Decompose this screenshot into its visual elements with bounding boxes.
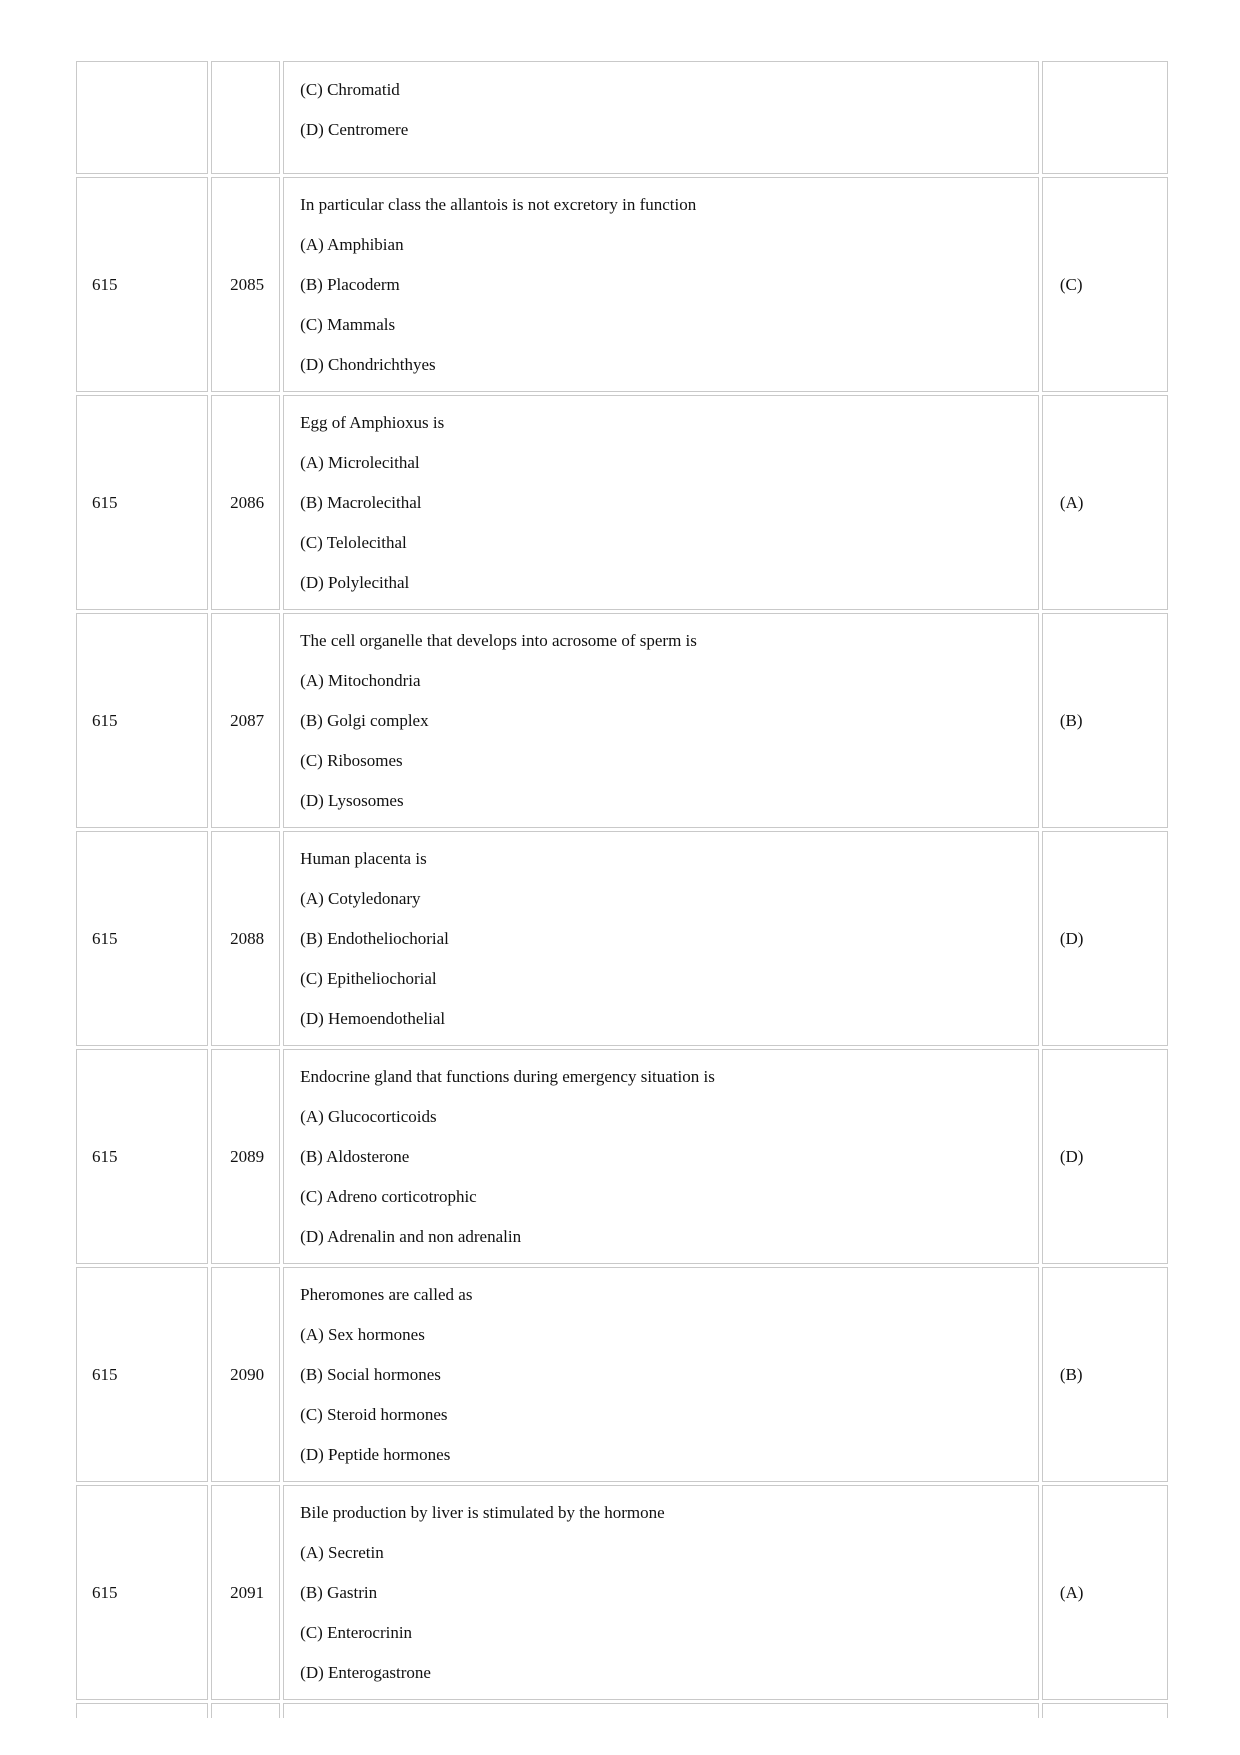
table-row (76, 1049, 1168, 1264)
set-cell (76, 61, 208, 174)
set-number: 615 (76, 395, 208, 610)
set-number: 615 (76, 177, 208, 392)
option-a: (A) Sex hormones (300, 1324, 425, 1344)
answer-key: (C) (1042, 177, 1168, 392)
answer-key: (B) (1042, 613, 1168, 828)
option-c: (C) Adreno corticotrophic (300, 1186, 477, 1206)
question-cell (283, 831, 1039, 1046)
option-d: (D) Chondrichthyes (300, 354, 436, 374)
set-number: 615 (76, 1049, 208, 1264)
question-number: 2086 (211, 395, 280, 610)
option-c: (C) Enterocrinin (300, 1622, 413, 1642)
table-row (76, 177, 1168, 392)
option-b: (B) Social hormones (300, 1364, 441, 1384)
question-cell (283, 1485, 1039, 1700)
answer-key: (A) (1042, 1485, 1168, 1700)
option-d: (D) Adrenalin and non adrenalin (300, 1226, 522, 1246)
set-number: 615 (76, 613, 208, 828)
table-row (76, 395, 1168, 610)
option-c: (C) Mammals (300, 314, 396, 334)
option-c: (C) Chromatid (300, 79, 400, 99)
option-b: (B) Gastrin (300, 1582, 378, 1602)
set-number: 615 (76, 831, 208, 1046)
question-cell (283, 1703, 1039, 1718)
table-row-partial-top (76, 61, 1168, 174)
question-cell (283, 395, 1039, 610)
option-b: (B) Aldosterone (300, 1146, 410, 1166)
set-number: 615 (76, 1485, 208, 1700)
table-row (76, 831, 1168, 1046)
option-b: (B) Endotheliochorial (300, 928, 449, 948)
question-number: 2087 (211, 613, 280, 828)
option-c: (C) Telolecithal (300, 532, 407, 552)
answer-cell (1042, 61, 1168, 174)
option-a: (A) Cotyledonary (300, 888, 421, 908)
question-cell (283, 613, 1039, 828)
question-number: 2090 (211, 1267, 280, 1482)
question-cell (283, 1267, 1039, 1482)
option-a: (A) Microlecithal (300, 452, 420, 472)
answer-key: (D) (1042, 831, 1168, 1046)
option-c: (C) Epitheliochorial (300, 968, 437, 988)
question-text: The cell organelle that develops into acrosome of sperm is (300, 630, 697, 650)
set-cell (76, 1703, 208, 1718)
answer-key: (B) (1042, 1267, 1168, 1482)
question-cell (283, 1049, 1039, 1264)
table-row (76, 1267, 1168, 1482)
question-number: 2085 (211, 177, 280, 392)
question-cell (283, 61, 1039, 174)
option-a: (A) Mitochondria (300, 670, 421, 690)
question-table (73, 58, 1171, 1721)
question-text: Egg of Amphioxus is (300, 412, 445, 432)
set-number: 615 (76, 1267, 208, 1482)
option-b: (B) Golgi complex (300, 710, 429, 730)
question-text: Endocrine gland that functions during emergency situation is (300, 1066, 715, 1086)
question-number: 2091 (211, 1485, 280, 1700)
question-text: Bile production by liver is stimulated by the hormone (300, 1502, 665, 1522)
answer-key: (A) (1042, 395, 1168, 610)
option-b: (B) Macrolecithal (300, 492, 422, 512)
option-c: (C) Ribosomes (300, 750, 403, 770)
option-d: (D) Lysosomes (300, 790, 404, 810)
question-number-cell (211, 61, 280, 174)
table-row-partial-bottom (76, 1703, 1168, 1718)
question-text: In particular class the allantois is not excretory in function (300, 194, 697, 214)
table-row (76, 613, 1168, 828)
option-d: (D) Polylecithal (300, 572, 410, 592)
question-cell (283, 177, 1039, 392)
option-a: (A) Secretin (300, 1542, 384, 1562)
question-text: Human placenta is (300, 848, 427, 868)
option-d: (D) Hemoendothelial (300, 1008, 446, 1028)
question-number: 2089 (211, 1049, 280, 1264)
option-c: (C) Steroid hormones (300, 1404, 448, 1424)
table-row (76, 1485, 1168, 1700)
option-d: (D) Centromere (300, 119, 409, 139)
option-d: (D) Peptide hormones (300, 1444, 451, 1464)
question-number: 2088 (211, 831, 280, 1046)
option-b: (B) Placoderm (300, 274, 400, 294)
question-text: Pheromones are called as (300, 1284, 473, 1304)
answer-cell (1042, 1703, 1168, 1718)
option-d: (D) Enterogastrone (300, 1662, 431, 1682)
answer-key: (D) (1042, 1049, 1168, 1264)
option-a: (A) Amphibian (300, 234, 404, 254)
question-number-cell (211, 1703, 280, 1718)
option-a: (A) Glucocorticoids (300, 1106, 437, 1126)
